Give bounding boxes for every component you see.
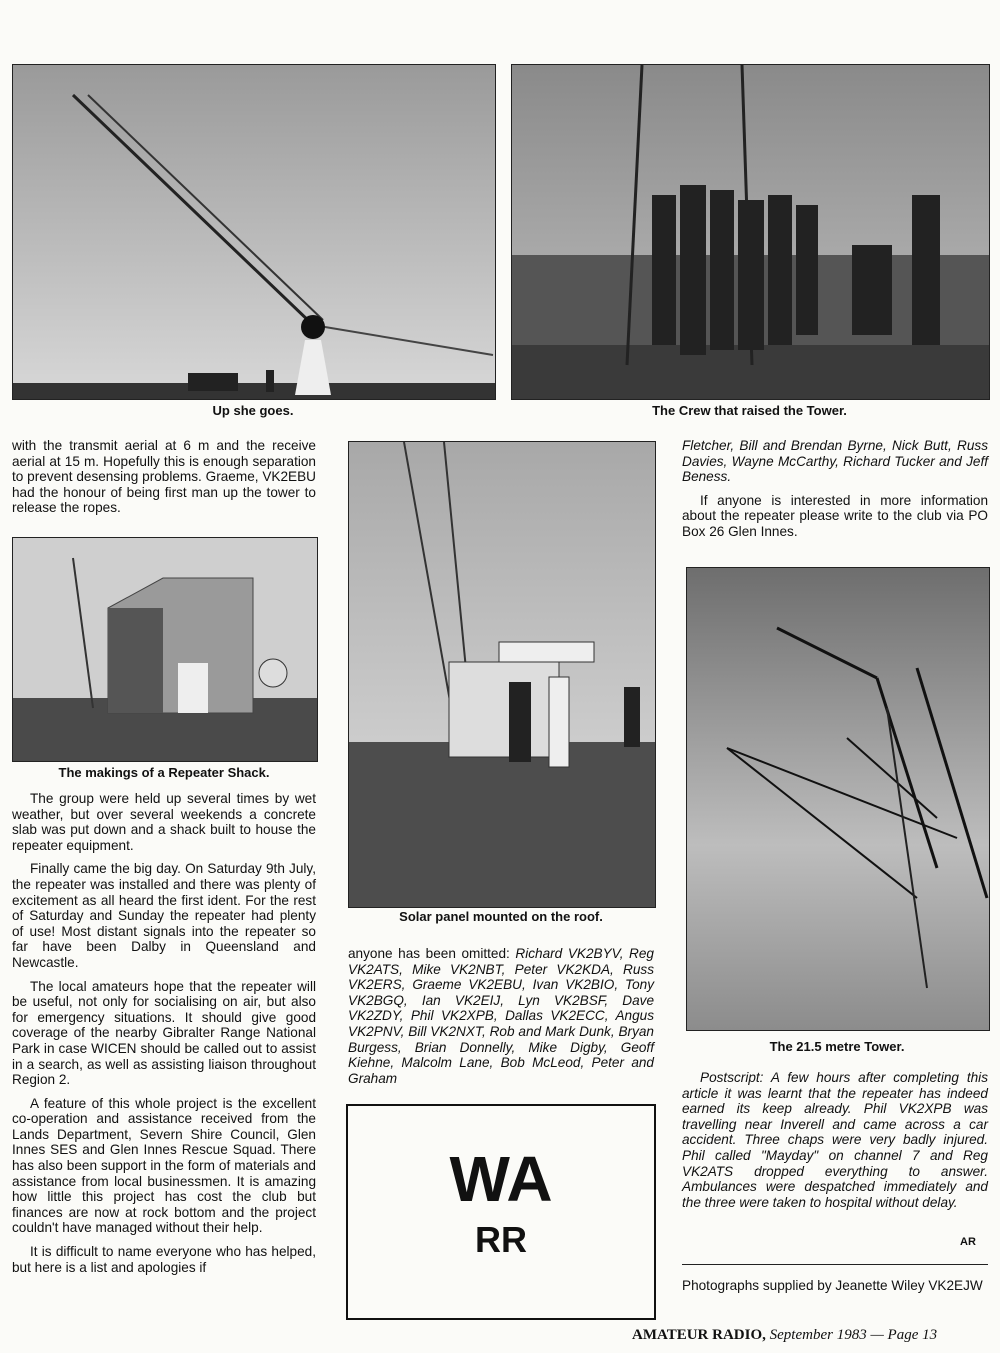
paragraph: Finally came the big day. On Saturday 9th July, the repeater was installed and there was plenty of excitement as all heard the first ident. For the rest of Saturday and Sunday the repeater had plenty of use! Most distant signals into the repeater so far have been Dalby in Queensland and Newcastle.: [12, 861, 316, 970]
column-3-top: [682, 438, 988, 548]
column-3-postscript: [682, 1070, 988, 1218]
photo-credit: [682, 1278, 988, 1302]
helper-names-cont: Fletcher, Bill and Brendan Byrne, Nick Butt, Russ Davies, Wayne McCarthy, Richard Tucker and Jeff Beness.: [682, 438, 988, 485]
photo-crew: [511, 64, 990, 400]
box-rr: RR: [475, 1219, 527, 1260]
postscript: Postscript: A few hours after completing this article it was learnt that the repeater has indeed earned its keep already. Phil VK2XPB was travelling near Inverell and came across a car accident. Three chaps were very badly injured. Phil called "Mayday" on channel 7 and Reg VK2ATS dropped everything to answer. Ambulances were despatched immediately and the three were taken to hospital without delay.: [682, 1070, 988, 1210]
caption-tower: The 21.5 metre Tower.: [769, 1039, 905, 1054]
warr-box: [346, 1104, 656, 1320]
credit-text: Photographs supplied by Jeanette Wiley VK2EJW: [682, 1278, 983, 1293]
caption-crew: The Crew that raised the Tower.: [652, 403, 847, 418]
column-2-body: [348, 946, 654, 1094]
paragraph-lead: anyone has been omitted:: [348, 946, 516, 961]
photo-repeater-shack: [12, 537, 318, 762]
divider: [682, 1264, 988, 1265]
box-wa: WA: [449, 1143, 553, 1215]
paragraph: It is difficult to name everyone who has helped, but here is a list and apologies if: [12, 1244, 316, 1275]
ar-signoff: AR: [960, 1236, 976, 1248]
caption-up-she-goes: Up she goes.: [212, 403, 294, 418]
paragraph: The local amateurs hope that the repeater will be useful, not only for socialising on air, but also for emergency situations. It should give good coverage of the nearby Gibralter Range National Park in case WICEN should be called out to assist in a search, as well as assisting liaison throughout Region 2.: [12, 978, 316, 1088]
paragraph: with the transmit aerial at 6 m and the receive aerial at 15 m. Hopefully this is enough separation to prevent desensing problems. Graeme, VK2EBU had the honour of being first man up the tower to release the ropes.: [12, 438, 316, 516]
paragraph: If anyone is interested in more information about the repeater please write to the club via PO Box 26 Glen Innes.: [682, 492, 988, 539]
photo-up-she-goes: [12, 64, 496, 400]
magazine-name: AMATEUR RADIO,: [632, 1327, 766, 1343]
issue-info: September 1983 — Page 13: [765, 1327, 938, 1343]
paragraph: [348, 946, 654, 1086]
photo-solar-panel: [348, 441, 656, 908]
column-1-top: [12, 438, 316, 524]
caption-solar: Solar panel mounted on the roof.: [399, 909, 603, 924]
paragraph: A feature of this whole project is the excellent co-operation and assistance received from the Lands Department, Severn Shire Council, Glen Innes SES and Glen Innes Rescue Squad. There has also been support in the form of materials and assistance from local businessmen. It is amazing how little this project has cost the club but finances are now at rock bottom and the project couldn't have managed without their help.: [12, 1095, 316, 1236]
photo-tower: [686, 567, 990, 1031]
paragraph: The group were held up several times by wet weather, but over several weekends a concrete slab was put down and a shack built to house the repeater equipment.: [12, 791, 316, 853]
caption-makings: The makings of a Repeater Shack.: [58, 765, 270, 780]
helper-names: Richard VK2BYV, Reg VK2ATS, Mike VK2NBT, Peter VK2KDA, Russ VK2ERS, Graeme VK2EBU, Ivan VK2BIO, Tony VK2BGQ, Ian VK2EIJ, Lyn VK2BSF, Dave VK2ZDY, Phil VK2XPB, Dallas VK2ECC, Angus VK2PNV, Bill VK2NXT, Rob and Mark Dunk, Bryan Burgess, Brian Donnelly, Mike Digby, Geoff Kiehne, Malcolm Lane, Bob McLeod, Peter and Graham: [348, 946, 654, 1086]
page-footer: [632, 1327, 937, 1344]
column-1-body: [12, 791, 316, 1283]
